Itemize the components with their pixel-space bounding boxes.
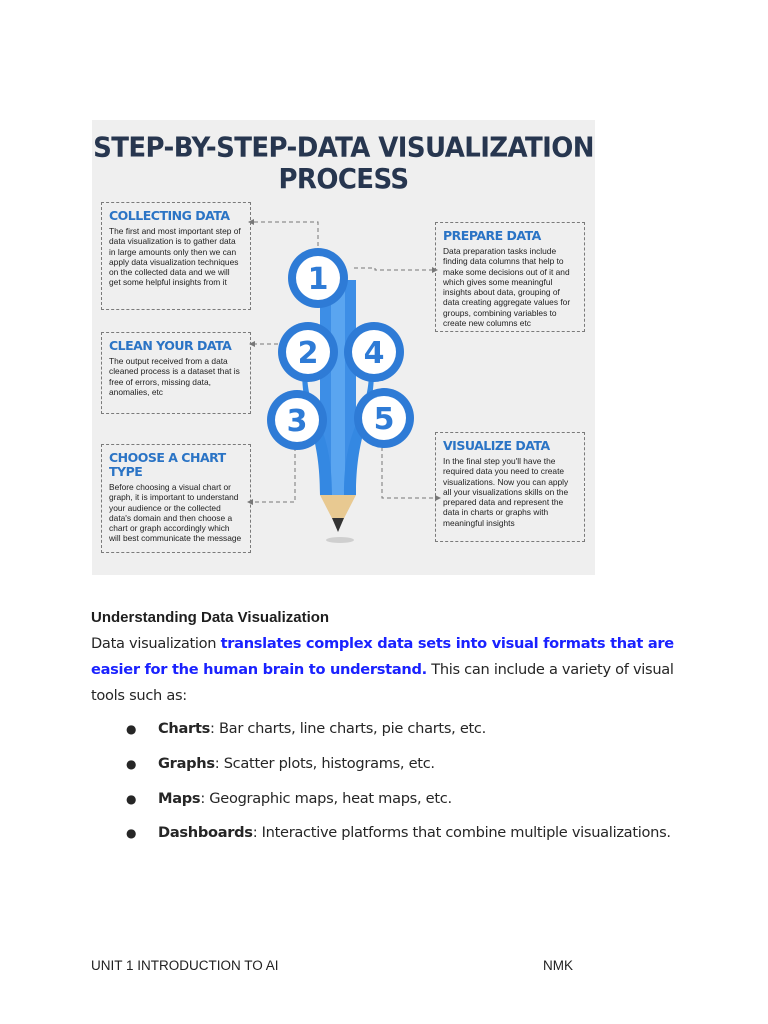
step-box-prepare-data: [435, 222, 585, 332]
step-box-title: PREPARE DATA: [443, 228, 541, 243]
step-box-text: The output received from a data cleaned process is a dataset that is free of errors, missing data, anomalies, etc: [109, 356, 240, 397]
step-number-4: 4: [363, 336, 385, 371]
step-circle-2: [278, 322, 338, 382]
list-item-term: Maps: [158, 790, 201, 807]
list-item: [126, 720, 726, 737]
step-circle-3: [267, 390, 327, 450]
step-box-choose-a-chart-type: [101, 444, 251, 553]
pencil-tip-lead: [332, 518, 344, 532]
step-box-title: CHOOSE A CHART TYPE: [109, 450, 226, 479]
footer-unit-title: UNIT 1 INTRODUCTION TO AI: [91, 958, 279, 973]
list-item-term: Dashboards: [158, 824, 253, 841]
connector-step-3: [253, 440, 295, 502]
infographic-title-line-1: STEP-BY-STEP-DATA VISUALIZATION: [93, 132, 594, 164]
step-circle-5: [354, 388, 414, 448]
footer-author-initials: NMK: [543, 958, 573, 973]
list-item-desc: : Bar charts, line charts, pie charts, etc.: [210, 720, 486, 737]
pencil-shadow: [326, 537, 354, 543]
pencil-highlight: [331, 280, 345, 495]
data-visualization-infographic: [92, 120, 595, 575]
infographic-title-line-2: PROCESS: [278, 164, 409, 196]
step-box-title: CLEAN YOUR DATA: [109, 338, 232, 353]
step-box-collecting-data: [101, 202, 251, 310]
paragraph-highlight: translates complex data sets into visual formats that are easier for the human brain to understand.: [91, 635, 674, 678]
list-item-desc: : Scatter plots, histograms, etc.: [214, 755, 435, 772]
step-box-title: COLLECTING DATA: [109, 208, 230, 223]
step-box-text: Before choosing a visual chart or graph, it is important to understand your audience or the collected data's domain and then choose a chart or graph accordingly which will best communicate the message: [109, 482, 242, 544]
step-box-text: The first and most important step of data visualization is to gather data in large amounts only then we can apply data visualization techniques on the collected data and we will get some helpful insights from it: [109, 226, 241, 288]
section-heading: Understanding Data Visualization: [91, 609, 330, 626]
step-box-clean-your-data: [101, 332, 251, 414]
list-item: [126, 790, 726, 807]
list-item-desc: : Interactive platforms that combine multiple visualizations.: [252, 824, 671, 841]
list-item-term: Graphs: [158, 755, 215, 772]
step-number-5: 5: [373, 402, 395, 437]
connector-step-5: [382, 440, 435, 498]
step-circle-4: [344, 322, 404, 382]
step-box-title: VISUALIZE DATA: [443, 438, 550, 453]
bullet-icon: ●: [126, 757, 137, 771]
paragraph-end: This can include a variety of visual tools such as:: [91, 661, 674, 704]
list-item-desc: : Geographic maps, heat maps, etc.: [200, 790, 452, 807]
step-box-visualize-data: [435, 432, 585, 542]
step-number-3: 3: [286, 404, 308, 439]
section-paragraph: [91, 631, 691, 709]
list-item: [126, 755, 726, 772]
connector-step-4: [354, 268, 432, 270]
list-item-term: Charts: [158, 720, 211, 737]
bullet-icon: ●: [126, 792, 137, 806]
list-item: [126, 824, 726, 841]
step-box-text: In the final step you'll have the required data you need to create visualizations. Now you can apply all your visualizations skills on the prepared data and represent the data in charts or graphs with meaningful insights: [443, 456, 569, 528]
bullet-icon: ●: [126, 826, 137, 840]
bullet-icon: ●: [126, 722, 137, 736]
step-number-2: 2: [297, 336, 319, 371]
step-number-1: 1: [307, 262, 329, 297]
step-box-text: Data preparation tasks include finding data columns that help to make some decisions out of it and which gives some meaningful insights about data, grouping of data creating aggregate values for groups, combining variables to create new columns etc: [443, 246, 571, 329]
paragraph-start: Data visualization: [91, 635, 221, 652]
step-circle-1: [288, 248, 348, 308]
